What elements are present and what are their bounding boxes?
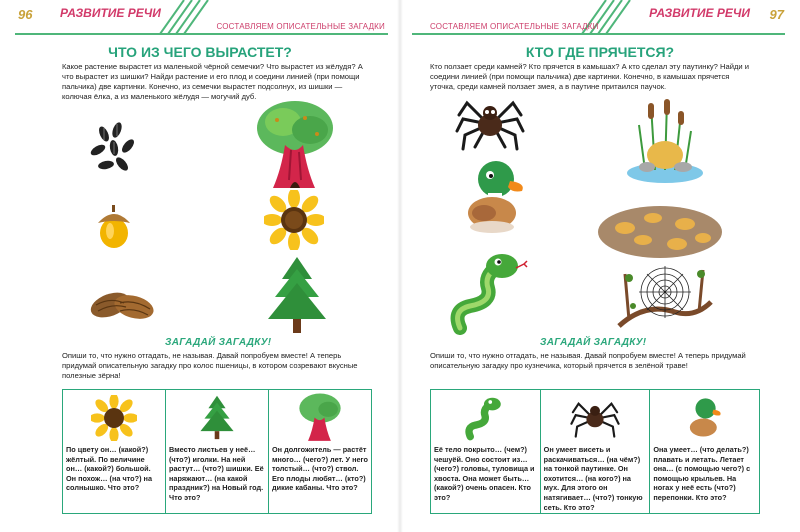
riddle-text: Вместо листьев у неё… (что?) иголки. На ней растут… (что?) шишки. Её наряжают… (на какой праздник?) на Новый год. Что это? [169, 445, 264, 502]
riddle-card [63, 390, 166, 513]
seeds-icon [84, 118, 144, 178]
page-title: КТО ГДЕ ПРЯЧЕТСЯ? [525, 44, 675, 60]
intro-text: Какое растение вырастет из маленькой чёрной семечки? Что вырастет из жёлудя? А что вырастет из шишки? Найди растение и его плод и соедини линией (при помощи пальчика) две картинки. Конечно, из семечки вырастет подсолнух, из шишки — колючая ёлка, а из маленького жёлудя — могучий дуб. [62, 62, 363, 101]
oak-tree-icon [269, 390, 371, 445]
brand-title: РАЗВИТИЕ РЕЧИ [649, 6, 750, 20]
spider-icon [541, 390, 650, 445]
riddle-card [650, 390, 759, 513]
reeds-pond-icon [625, 95, 705, 185]
stones-icon [595, 200, 725, 260]
riddle-card [431, 390, 541, 513]
riddle-table [430, 389, 760, 514]
right-page [400, 0, 800, 532]
duck-icon [460, 155, 530, 237]
spiderweb-icon [615, 262, 715, 332]
page-number: 96 [18, 7, 33, 22]
riddle-heading: ЗАГАДАЙ ЗАГАДКУ! [165, 337, 272, 348]
oak-tree-icon [255, 100, 335, 192]
riddle-instructions: Опиши то, что нужно отгадать, не называя. Давай попробуем вместе! А теперь придумай описательную загадку про кузнечика, который прячется в зелёной траве! [430, 351, 746, 370]
fir-tree-icon [262, 255, 332, 337]
riddle-card [166, 390, 269, 513]
section-title: СОСТАВЛЯЕМ ОПИСАТЕЛЬНЫЕ ЗАГАДКИ [216, 22, 385, 31]
snake-icon [431, 390, 540, 445]
riddle-card [269, 390, 371, 513]
header-rule [15, 33, 388, 35]
acorn-icon [94, 203, 134, 249]
riddle-text: Он умеет висеть и раскачиваться… (на чём?) на тонкой паутинке. Он охотится… (на кого?) на мух. Для этого он натягивает… (что?) тонкую сеть. Кто это? [543, 445, 643, 512]
sunflower-icon [264, 190, 324, 250]
riddle-text: Он долгожитель — растёт много… (чего?) лет. У него толстый… (что?) ствол. Его плоды любят… (кто?) дикие кабаны. Что это? [272, 445, 368, 493]
riddle-card [541, 390, 651, 513]
riddle-heading: ЗАГАДАЙ ЗАГАДКУ! [540, 337, 647, 348]
header-rule [412, 33, 785, 35]
riddle-text: Её тело покрыто… (чем?) чешуёй. Оно состоит из… (чего?) головы, туловища и хвоста. Она может быть… (какой?) очень опасен. Кто это? [434, 445, 535, 502]
page-title: ЧТО ИЗ ЧЕГО ВЫРАСТЕТ? [108, 44, 292, 60]
riddle-text: По цвету он… (какой?) жёлтый. По величине он… (какой?) большой. Он похож… (на что?) на солнышко. Что это? [66, 445, 153, 493]
duck-icon [650, 390, 759, 445]
snake-icon [448, 250, 528, 335]
page-number: 97 [769, 7, 784, 22]
riddle-instructions: Опиши то, что нужно отгадать, не называя. Давай попробуем вместе! А теперь придумай описательную загадку про колос пшеницы, в котором созревают вкусные полезные зёрна! [62, 351, 358, 380]
brand-title: РАЗВИТИЕ РЕЧИ [60, 6, 161, 20]
riddle-text: Она умеет… (что делать?) плавать и летать. Летает она… (с помощью чего?) с помощью крыльев. На ногах у неё есть (что?) перепонки. Кто это? [653, 445, 751, 502]
spider-icon [455, 95, 525, 151]
sunflower-icon [63, 390, 165, 445]
section-title: СОСТАВЛЯЕМ ОПИСАТЕЛЬНЫЕ ЗАГАДКИ [430, 22, 599, 31]
riddle-table [62, 389, 372, 514]
intro-text: Кто ползает среди камней? Кто прячется в камышах? А кто сделал эту паутинку? Найди и соедини линией (при помощи пальчика) две картинки. Конечно, в камышах прячется уточка, среди камней ползает змея, а в паутине притаился паучок. [430, 62, 749, 91]
fir-tree-icon [166, 390, 268, 445]
pine-cones-icon [88, 285, 158, 325]
